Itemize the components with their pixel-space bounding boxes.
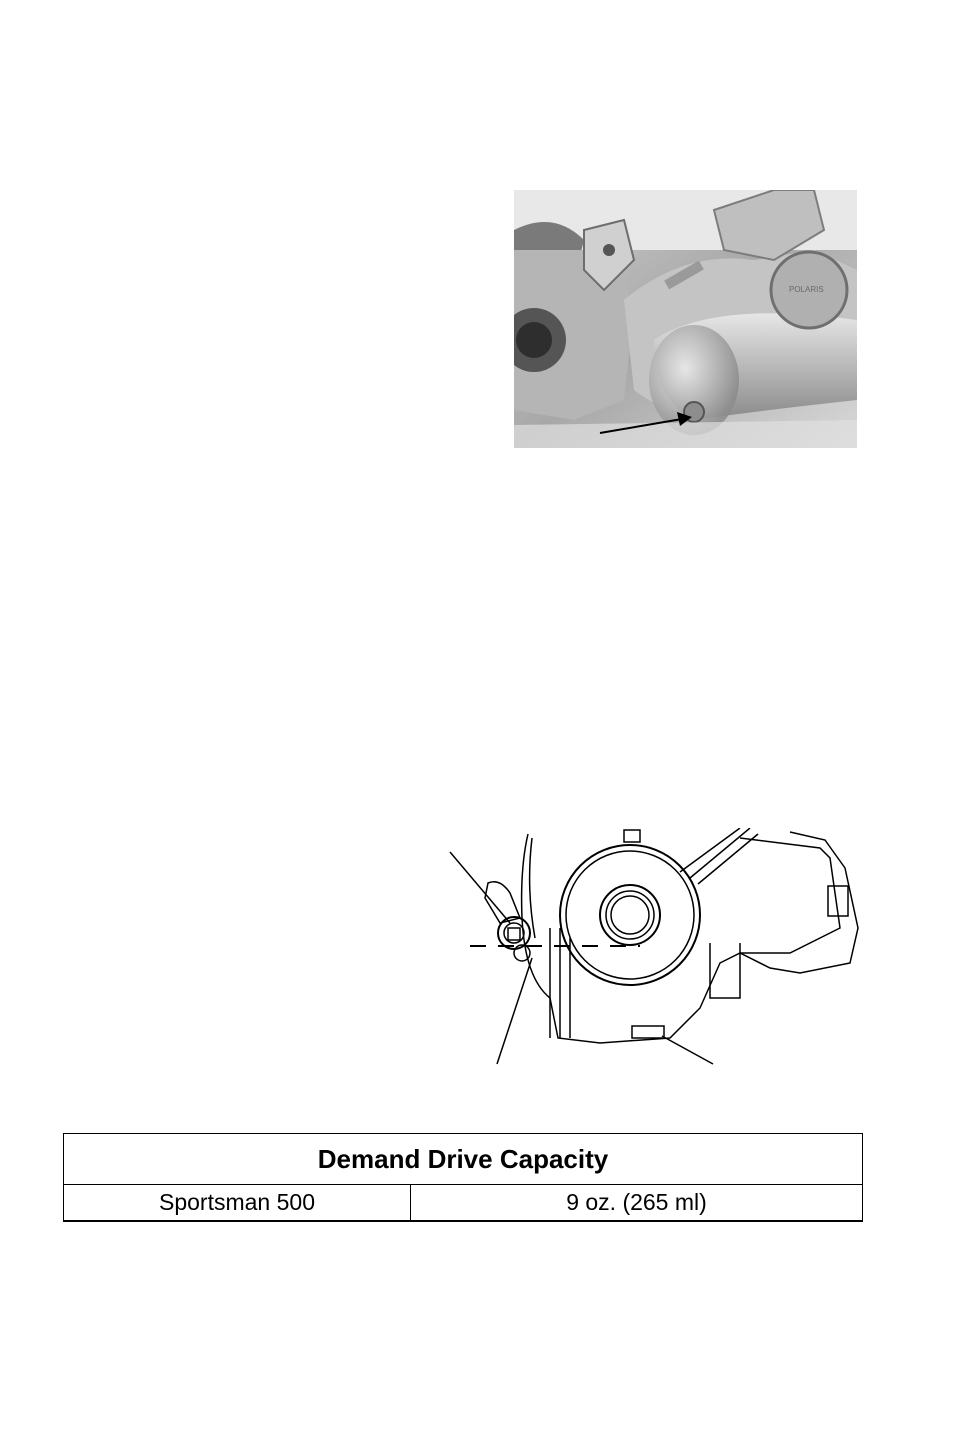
capacity-cell: 9 oz. (265 ml) (411, 1185, 863, 1222)
table-header-row (64, 1134, 863, 1185)
table-title: Demand Drive Capacity (64, 1134, 863, 1185)
demand-drive-capacity-table (63, 1133, 863, 1222)
svg-text:POLARIS: POLARIS (789, 285, 824, 294)
model-cell: Sportsman 500 (64, 1185, 411, 1222)
drive-fill-level-diagram (440, 828, 880, 1072)
table-row (64, 1185, 863, 1222)
drive-housing-photo (514, 190, 857, 448)
